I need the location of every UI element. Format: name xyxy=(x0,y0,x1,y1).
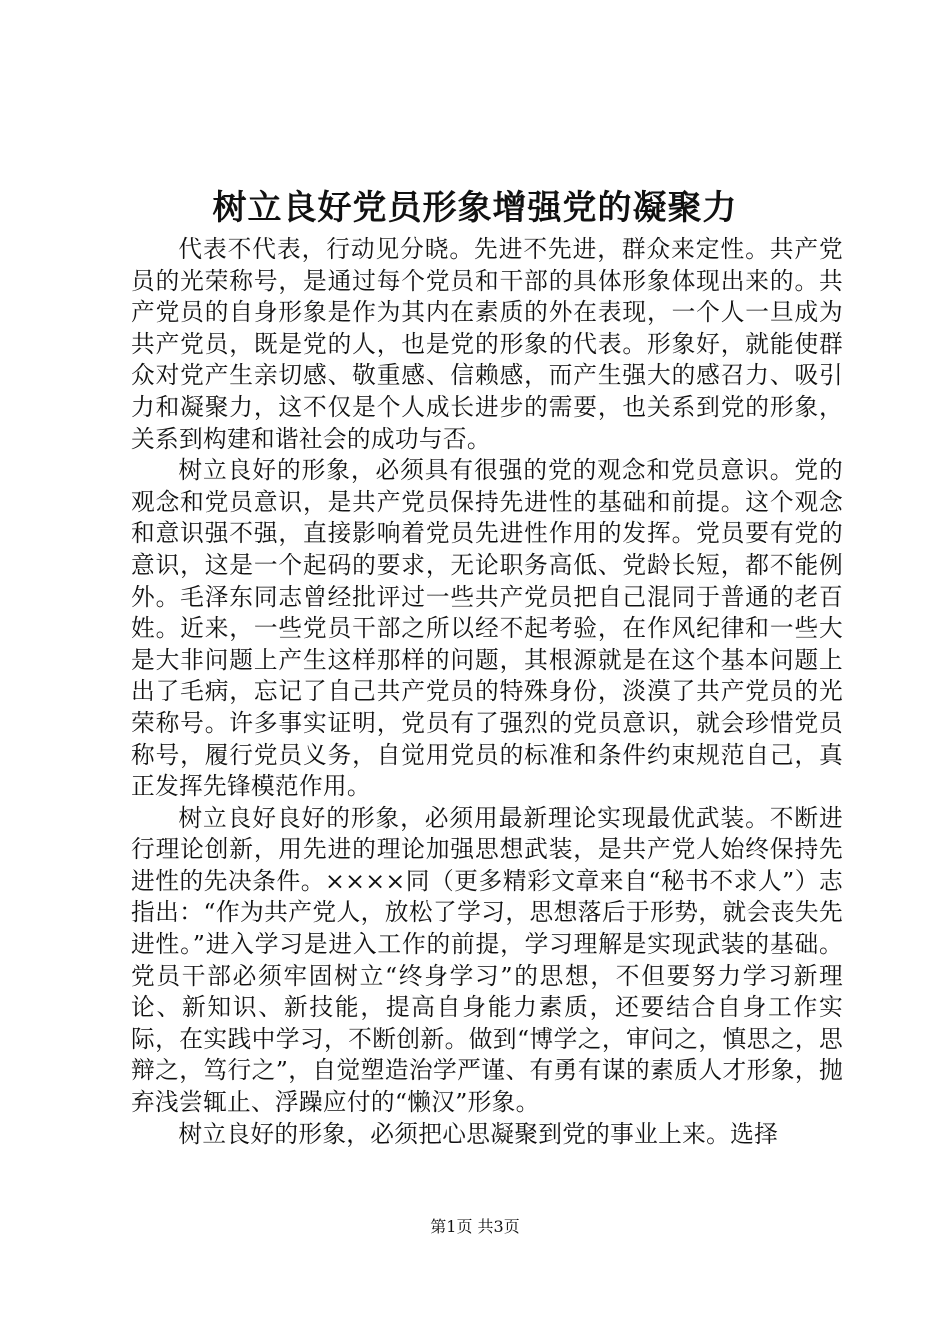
paragraph-4: 树立良好的形象，必须把心思凝聚到党的事业上来。选择 xyxy=(178,1119,779,1148)
document-body xyxy=(131,234,843,1150)
paragraph-3: 树立良好良好的形象，必须用最新理论实现最优武装。不断进行理论创新，用先进的理论加强思想武装，是共产党人始终保持先进性的先决条件。××××同（更多精彩文章来自“秘书不求人”）志指出：“作为共产党人，放松了学习，思想落后于形势，就会丧失先进性。”进入学习是进入工作的前提，学习理解是实现武装的基础。党员干部必须牢固树立“终身学习”的思想，不但要努力学习新理论、新知识、新技能，提高自身能力素质，还要结合自身工作实际，在实践中学习，不断创新。做到“博学之，审问之，慎思之，思辩之，笃行之”，自觉塑造治学严谨、有勇有谋的素质人才形象，抛弃浅尝辄止、浮躁应付的“懒汉”形象。 xyxy=(131,803,843,1117)
paragraph-2: 树立良好的形象，必须具有很强的党的观念和党员意识。党的观念和党员意识，是共产党员保持先进性的基础和前提。这个观念和意识强不强，直接影响着党员先进性作用的发挥。党员要有党的意识，这是一个起码的要求，无论职务高低、党龄长短，都不能例外。毛泽东同志曾经批评过一些共产党员把自己混同于普通的老百姓。近来，一些党员干部之所以经不起考验，在作风纪律和一些大是大非问题上产生这样那样的问题，其根源就是在这个基本问题上出了毛病，忘记了自己共产党员的特殊身份，淡漠了共产党员的光荣称号。许多事实证明，党员有了强烈的党员意识，就会珍惜党员称号，履行党员义务，自觉用党员的标准和条件约束规范自己，真正发挥先锋模范作用。 xyxy=(131,456,843,801)
document-title: 树立良好党员形象增强党的凝聚力 xyxy=(212,188,738,228)
page-footer: 第1页 共3页 xyxy=(430,1217,520,1236)
paragraph-1: 代表不代表，行动见分晓。先进不先进，群众来定性。共产党员的光荣称号，是通过每个党员和干部的具体形象体现出来的。共产党员的自身形象是作为其内在素质的外在表现，一个人一旦成为共产党员，既是党的人，也是党的形象的代表。形象好，就能使群众对党产生亲切感、敬重感、信赖感，而产生强大的感召力、吸引力和凝聚力，这不仅是个人成长进步的需要，也关系到党的形象，关系到构建和谐社会的成功与否。 xyxy=(131,235,843,453)
